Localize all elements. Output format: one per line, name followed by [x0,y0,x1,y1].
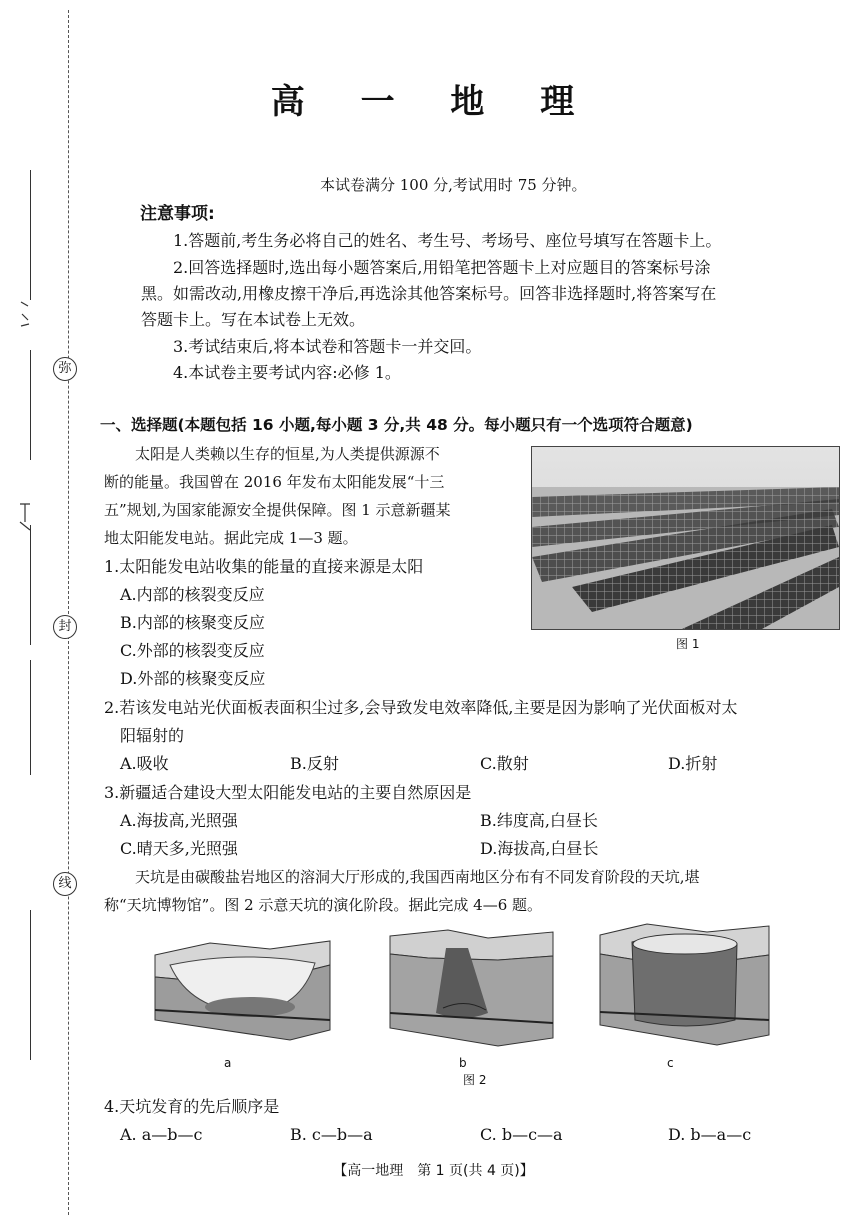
passage-line: 断的能量。我国曾在 2016 年发布太阳能发展“十三 [104,473,445,491]
notes-heading: 注意事项: [140,204,215,224]
binding-seal-circle: 弥 [53,357,77,381]
option: A.吸收 [120,754,169,773]
solar-station-photo [531,446,840,630]
passage-line: 地太阳能发电站。据此完成 1—3 题。 [104,529,358,547]
passage-line: 天坑是由碳酸盐岩地区的溶洞大厅形成的,我国西南地区分布有不同发育阶段的天坑,堪 [135,868,700,886]
option: C. b—c—a [480,1125,563,1144]
option: B.纬度高,白昼长 [480,811,598,830]
exam-intro: 本试卷满分 100 分,考试用时 75 分钟。 [320,176,587,194]
binding-solid-line [30,660,31,775]
option: D.海拔高,白昼长 [480,839,599,858]
binding-mark [18,502,32,516]
notes-line: 4.本试卷主要考试内容:必修 1。 [173,363,401,382]
question-stem: 4.天坑发育的先后顺序是 [104,1097,280,1116]
option: A.内部的核裂变反应 [120,585,265,604]
passage-line: 称“天坑博物馆”。图 2 示意天坑的演化阶段。据此完成 4—6 题。 [104,896,543,914]
option: D.折射 [668,754,718,773]
question-stem: 阳辐射的 [120,726,185,745]
option: C.外部的核裂变反应 [120,641,265,660]
notes-line: 1.答题前,考生务必将自己的姓名、考生号、考场号、座位号填写在答题卡上。 [173,231,722,250]
figure-sublabel: a [224,1056,232,1070]
passage-line: 五”规划,为国家能源安全提供保障。图 1 示意新疆某 [104,501,451,519]
binding-dashed-line [68,10,69,1215]
binding-solid-line [30,170,31,300]
option: D.外部的核聚变反应 [120,669,266,688]
option: A. a—b—c [120,1125,203,1144]
option: A.海拔高,光照强 [120,811,238,830]
question-stem: 1.太阳能发电站收集的能量的直接来源是太阳 [104,557,424,576]
option: D. b—a—c [668,1125,752,1144]
option: B.反射 [290,754,339,773]
figure-sublabel: b [459,1056,467,1070]
page-title: 高 一 地 理 [270,82,597,122]
option: B.内部的核聚变反应 [120,613,265,632]
binding-solid-line [30,525,31,645]
option: C.散射 [480,754,529,773]
option: C.晴天多,光照强 [120,839,238,858]
option: B. c—b—a [290,1125,373,1144]
notes-line: 3.考试结束后,将本试卷和答题卡一并交回。 [173,337,482,356]
question-stem: 3.新疆适合建设大型太阳能发电站的主要自然原因是 [104,783,472,802]
binding-seal-circle: 封 [53,615,77,639]
tiankeng-block-a [150,935,335,1045]
binding-seal-circle: 线 [53,872,77,896]
figure-sublabel: c [667,1056,674,1070]
tiankeng-block-c [597,920,772,1050]
passage-line: 太阳是人类赖以生存的恒星,为人类提供源源不 [135,445,440,463]
notes-line: 答题卡上。写在本试卷上无效。 [141,310,366,329]
figure-caption: 图 1 [676,637,700,651]
binding-mark [18,300,32,314]
binding-solid-line [30,350,31,460]
section-heading: 一、选择题(本题包括 16 小题,每小题 3 分,共 48 分。每小题只有一个选项符合题意) [100,416,693,434]
figure-caption: 图 2 [463,1073,487,1087]
notes-line: 黑。如需改动,用橡皮擦干净后,再选涂其他答案标号。回答非选择题时,将答案写在 [141,284,717,303]
tiankeng-block-b [388,928,558,1048]
page-footer: 【高一地理 第 1 页(共 4 页)】 [333,1163,534,1179]
binding-solid-line [30,910,31,1060]
question-stem: 2.若该发电站光伏面板表面积尘过多,会导致发电效率降低,主要是因为影响了光伏面板对太 [104,698,738,717]
notes-line: 2.回答选择题时,选出每小题答案后,用铅笔把答题卡上对应题目的答案标号涂 [173,258,711,277]
